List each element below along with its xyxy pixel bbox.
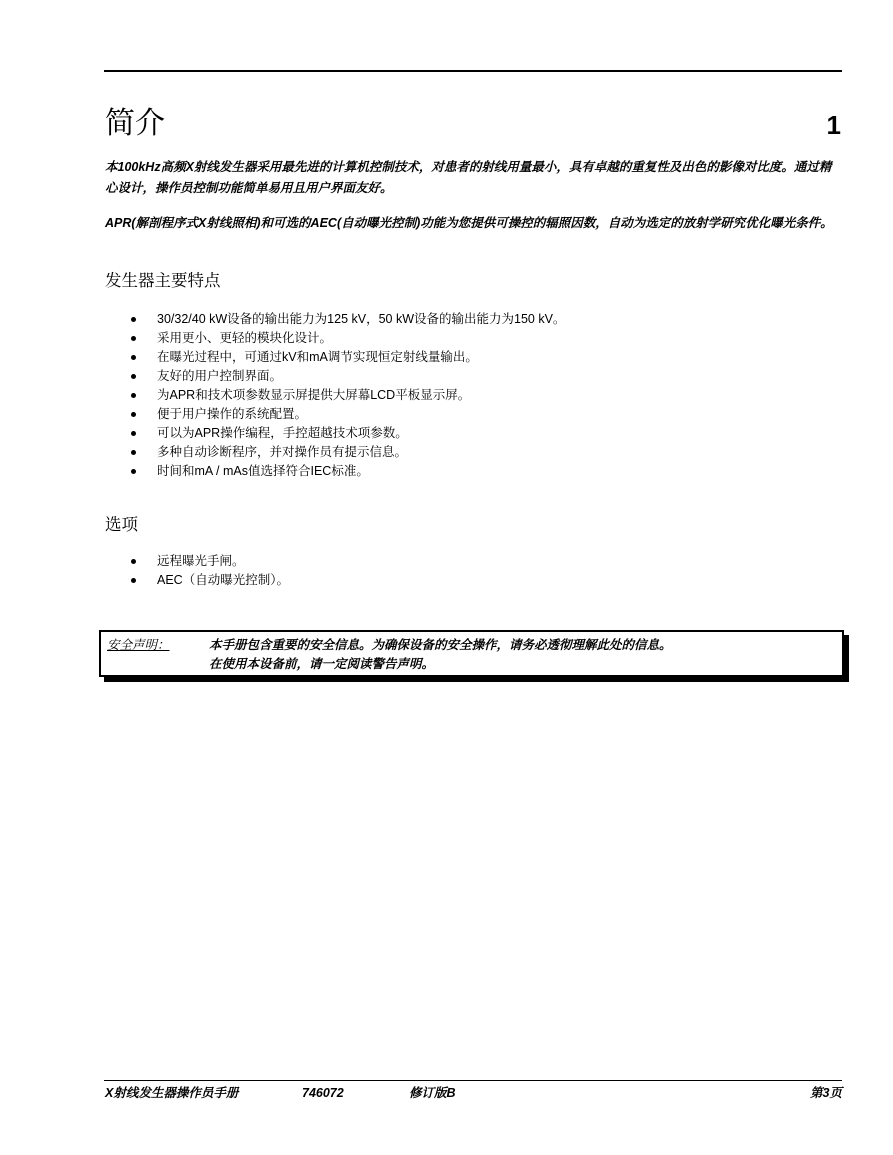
intro-paragraph-1: 本100kHz高频X射线发生器采用最先进的计算机控制技术，对患者的射线用量最小，具有卓越的重复性及出色的影像对比度。通过精心设计，操作员控制功能简单易用且用户界面友好。 — [105, 160, 832, 195]
list-item — [127, 329, 565, 348]
bullet-icon — [131, 374, 136, 379]
list-item-text: 远程曝光手闸。 — [157, 554, 245, 568]
bullet-icon — [131, 578, 136, 583]
safety-notice-line-2: 在使用本设备前，请一定阅读警告声明。 — [209, 657, 435, 671]
bullet-icon — [131, 469, 136, 474]
intro-paragraph-2: APR(解剖程序式X射线照相)和可选的AEC(自动曝光控制)功能为您提供可操控的辐照因数，自动为选定的放射学研究优化曝光条件。 — [105, 216, 833, 230]
safety-notice-text — [209, 636, 672, 674]
chapter-title: 简介 — [105, 106, 165, 141]
bullet-icon — [131, 431, 136, 436]
list-item-text: 可以为APR操作编程，手控超越技术项参数。 — [157, 426, 408, 440]
bullet-icon — [131, 355, 136, 360]
list-item-text: AEC（自动曝光控制）。 — [157, 573, 289, 587]
list-item-text: 采用更小、更轻的模块化设计。 — [157, 331, 333, 345]
list-item-text: 多种自动诊断程序，并对操作员有提示信息。 — [157, 445, 408, 459]
options-heading: 选项 — [105, 515, 138, 534]
footer-page-number: 第3页 — [810, 1086, 842, 1100]
bullet-icon — [131, 559, 136, 564]
bullet-icon — [131, 393, 136, 398]
safety-notice-line-1: 本手册包含重要的安全信息。为确保设备的安全操作，请务必透彻理解此处的信息。 — [209, 638, 672, 652]
bullet-icon — [131, 412, 136, 417]
features-list — [127, 310, 565, 481]
safety-notice-box — [99, 630, 844, 677]
bullet-icon — [131, 336, 136, 341]
list-item-text: 为APR和技术项参数显示屏提供大屏幕LCD平板显示屏。 — [157, 388, 471, 402]
list-item — [127, 571, 289, 590]
footer-revision: 修订版B — [409, 1086, 456, 1100]
list-item — [127, 424, 565, 443]
list-item — [127, 552, 289, 571]
footer-doc-number: 746072 — [302, 1086, 344, 1100]
list-item-text: 便于用户操作的系统配置。 — [157, 407, 308, 421]
footer-rule — [104, 1080, 842, 1081]
list-item — [127, 367, 565, 386]
list-item — [127, 443, 565, 462]
footer-manual-title: X射线发生器操作员手册 — [105, 1086, 239, 1100]
safety-notice-label: 安全声明： — [107, 638, 170, 652]
bullet-icon — [131, 450, 136, 455]
list-item — [127, 310, 565, 329]
header-rule — [104, 70, 842, 72]
options-list — [127, 552, 289, 590]
chapter-number: 1 — [826, 110, 841, 140]
list-item — [127, 405, 565, 424]
list-item — [127, 386, 565, 405]
features-heading: 发生器主要特点 — [105, 271, 221, 290]
list-item — [127, 348, 565, 367]
list-item — [127, 462, 565, 481]
bullet-icon — [131, 317, 136, 322]
list-item-text: 时间和mA / mAs值选择符合IEC标准。 — [157, 464, 369, 478]
list-item-text: 友好的用户控制界面。 — [157, 369, 283, 383]
list-item-text: 在曝光过程中，可通过kV和mA调节实现恒定射线量输出。 — [157, 350, 478, 364]
list-item-text: 30/32/40 kW设备的输出能力为125 kV，50 kW设备的输出能力为150 kV。 — [157, 312, 566, 326]
